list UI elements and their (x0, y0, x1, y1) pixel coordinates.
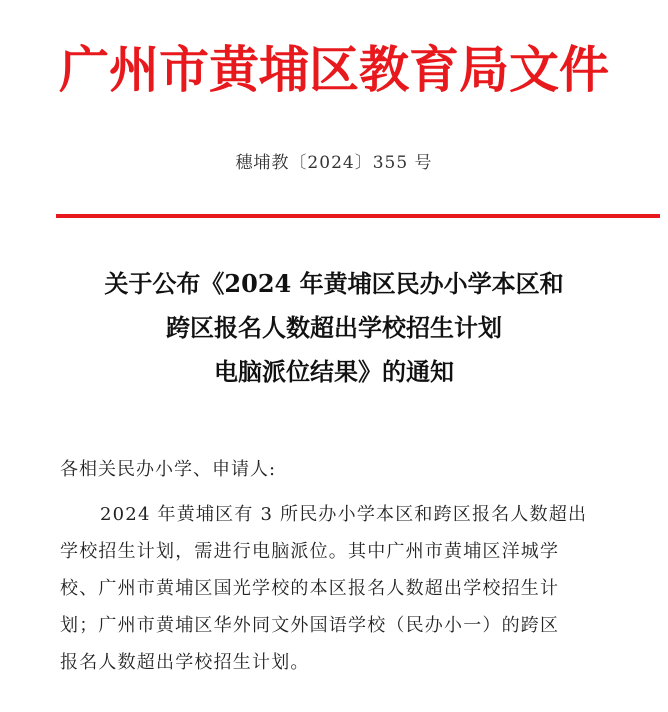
notice-title (40, 262, 628, 394)
paragraph-line: 校、广州市黄埔区国光学校的本区报名人数超出学校招生计 (60, 578, 560, 599)
salutation: 各相关民办小学、申请人: (60, 459, 277, 480)
paragraph-line: 划；广州市黄埔区华外同文外国语学校（民办小一）的跨区 (60, 615, 560, 636)
body-paragraph (60, 496, 620, 681)
paragraph-line: 报名人数超出学校招生计划。 (60, 652, 310, 673)
document-number: 穗埔教〔2024〕355 号 (235, 153, 433, 173)
paragraph-line: 学校招生计划，需进行电脑派位。其中广州市黄埔区洋城学 (60, 541, 560, 562)
notice-title-line: 电脑派位结果》的通知 (214, 357, 454, 386)
paragraph-line: 2024 年黄埔区有 3 所民办小学本区和跨区报名人数超出 (100, 504, 588, 525)
notice-title-line: 关于公布《2024 年黄埔区民办小学本区和 (104, 269, 564, 298)
red-divider-rule (56, 214, 660, 218)
notice-title-line: 跨区报名人数超出学校招生计划 (166, 313, 502, 342)
document-header-title: 广州市黄埔区教育局文件 (59, 40, 609, 99)
